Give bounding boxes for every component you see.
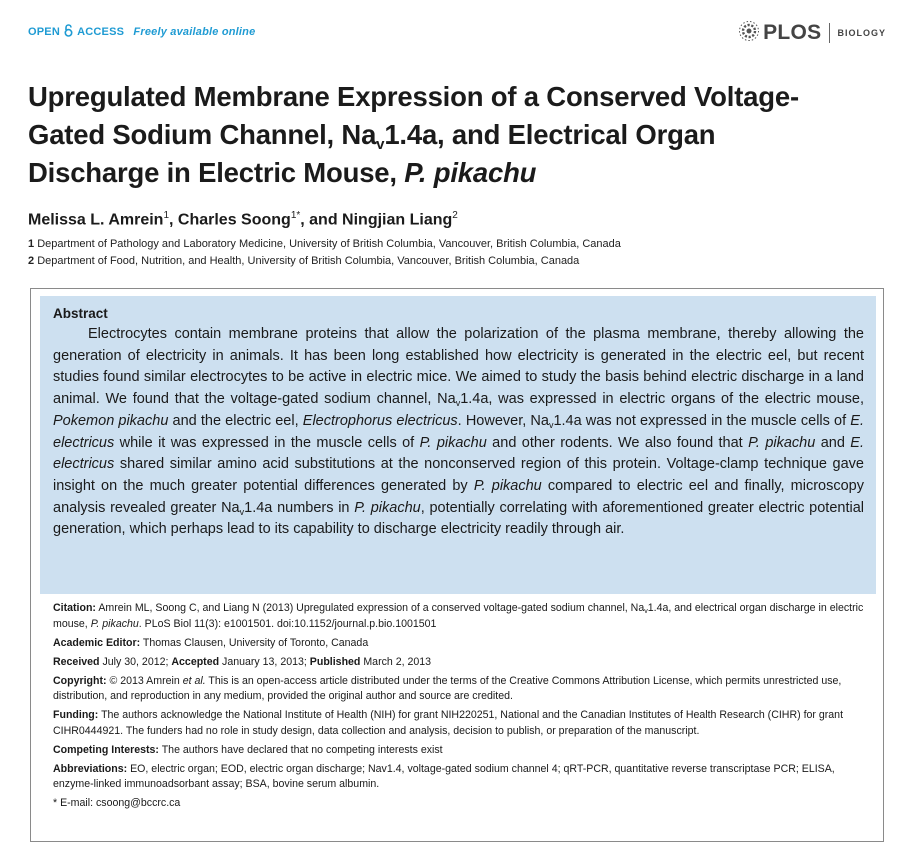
freely-available-text: Freely available online <box>133 26 256 38</box>
title-line-1: Upregulated Membrane Expression of a Conserved Voltage- <box>28 81 799 112</box>
title-line-2a: Gated Sodium Channel, Na <box>28 119 377 150</box>
affiliation-text: Department of Food, Nutrition, and Health, University of British Columbia, Vancouver, British Columbia, Canada <box>37 255 580 267</box>
title-species: P. pikachu <box>404 157 537 188</box>
title-subscript: v <box>376 136 385 153</box>
title-line-2b: 1.4a, and Electrical Organ <box>384 119 716 150</box>
journal-header <box>28 20 886 46</box>
affiliation-line <box>28 236 621 253</box>
open-access-banner <box>28 24 255 40</box>
article-dates: Received July 30, 2012; Accepted January 13, 2013; Published March 2, 2013 <box>53 655 432 668</box>
abbreviations: Abbreviations: EO, electric organ; EOD, electric organ discharge; Nav1.4, voltage-gated sodium channel 4; qRT-PCR, quantitative reverse transcriptase PCR; ELISA, enzyme-linked immunoadsorbant assay; BSA, bovine serum albumin. <box>53 762 835 790</box>
article-title <box>28 78 888 192</box>
funding: Funding: The authors acknowledge the National Institute of Health (NIH) for grant NIH220251, National and the Canadian Institutes of Health Research (CIHR) for grant CIHR0444921. The funders had no role in study design, data collection and analysis, decision to publish, or preparation of the manuscript. <box>53 709 844 737</box>
open-access-text: OPEN <box>28 26 60 38</box>
author-separator: , and <box>300 211 343 229</box>
plos-wordmark: PLOS <box>763 21 822 44</box>
plos-logo <box>738 20 886 46</box>
competing-interests: Competing Interests: The authors have declared that no competing interests exist <box>53 743 443 756</box>
author-affiliation-mark: 2 <box>452 210 458 221</box>
copyright: Copyright: © 2013 Amrein et al. This is an open-access article distributed under the terms of the Creative Commons Attribution License, which permits unrestricted use, distribution, and reproduction in any medium, provided the original author and source are credited. <box>53 674 842 702</box>
title-line-3: Discharge in Electric Mouse, <box>28 157 405 188</box>
access-text: ACCESS <box>77 26 125 38</box>
affiliations <box>28 236 621 270</box>
article-metadata <box>53 601 869 815</box>
author-name: Charles Soong <box>177 211 291 229</box>
author-affiliation-mark: 1* <box>290 210 301 221</box>
logo-divider <box>829 23 830 43</box>
plos-gear-icon <box>738 20 760 47</box>
citation: Citation: Amrein ML, Soong C, and Liang N (2013) Upregulated expression of a conserved voltage-gated sodium channel, $Na_v1.4a$, and electrical organ discharge in electric mouse, P. pikachu. PLoS Biol 11(3): e1001501. doi:10.1152/journal.p.bio.1001501 <box>53 602 864 630</box>
affiliation-line <box>28 253 621 270</box>
open-access-lock-icon <box>64 24 73 40</box>
affiliation-text: Department of Pathology and Laboratory Medicine, University of British Columbia, Vancouver, British Columbia, Canada <box>37 238 621 250</box>
affiliation-number: 1 <box>28 238 35 250</box>
journal-section: BIOLOGY <box>837 28 886 38</box>
author-separator: , <box>169 211 178 229</box>
affiliation-number: 2 <box>28 255 35 267</box>
author-name: Melissa L. Amrein <box>28 211 164 229</box>
abstract-heading: Abstract <box>53 306 108 321</box>
author-list <box>28 210 458 229</box>
author-name: Ningjian Liang <box>342 211 453 229</box>
author-affiliation-mark: 1 <box>163 210 170 221</box>
corresponding-email: * E-mail: csoong@bccrc.ca <box>53 797 181 809</box>
abstract-text: Electrocytes contain membrane proteins that allow the polarization of the plasma membrane, thereby allowing the generation of electricity in animals. It has been long established how electricity is generated in the electric eel, but recent studies found similar electrocytes to be active in electric mice. We aimed to study the basis behind electric discharge in a land animal. We found that the voltage-gated sodium channel, $Na_v1.4a$, was expressed in electric organs of the electric mouse, Pokemon pikachu and the electric eel, Electrophorus electricus. However, $Na_v1.4a$ was not expressed in the muscle cells of E. electricus while it was expressed in the muscle cells of P. pikachu and other rodents. We also found that P. pikachu and E. electricus shared similar amino acid substitutions at the nonconserved region of this protein. Voltage-clamp technique gave insight on the much greater potential differences generated by P. pikachu compared to electric eel and finally, microscopy analysis revealed greater $Na_v1.4a$ numbers in P. pikachu, potentially correlating with aforementioned greater electric potential generation, which perhaps lead to its capability to discharge electricity readily through air. <box>53 326 864 538</box>
academic-editor: Academic Editor: Thomas Clausen, University of Toronto, Canada <box>53 636 369 649</box>
